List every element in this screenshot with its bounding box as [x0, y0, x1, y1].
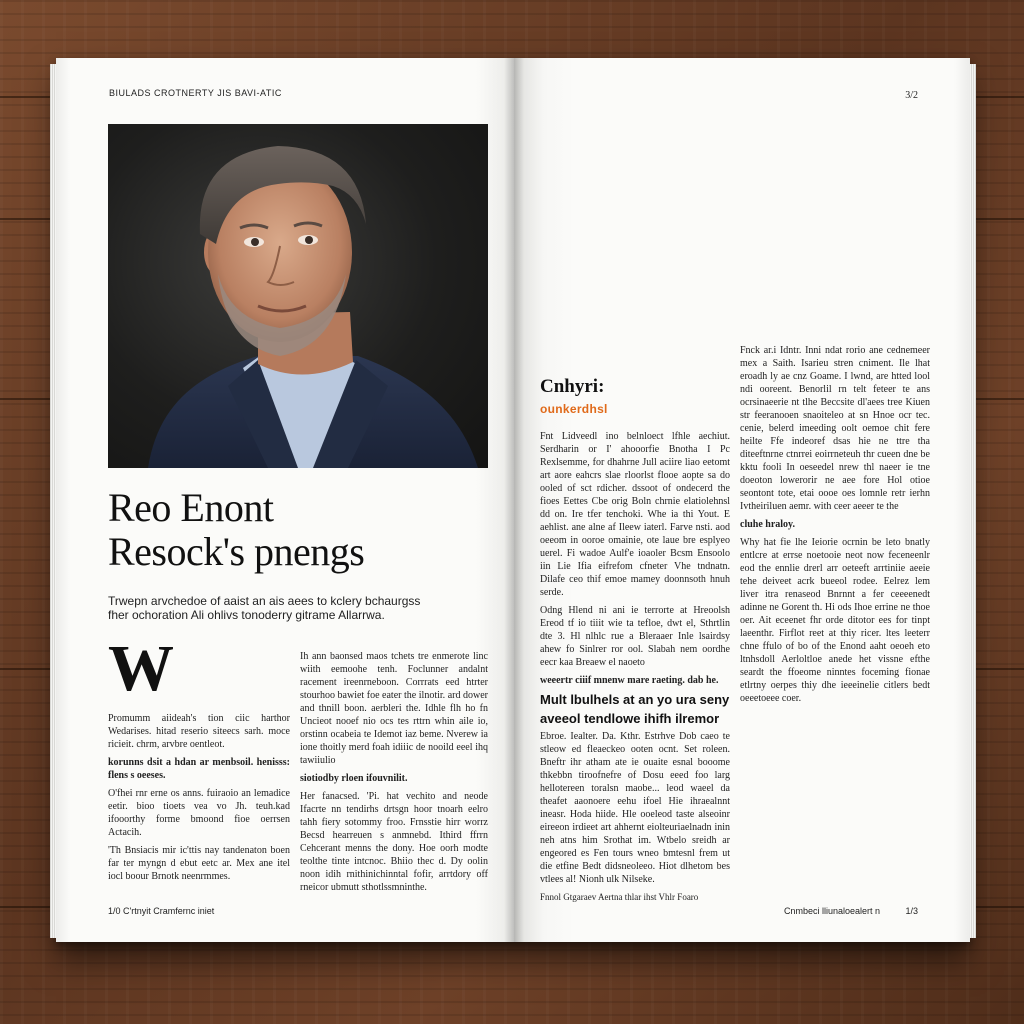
right-footer-label: Cnmbeci lliunaloealert n	[783, 906, 880, 916]
left-page	[56, 58, 514, 942]
left-footer: 1/0 C'rtnyit Cramfernc iniet	[108, 906, 215, 916]
page-number-top: 3/2	[905, 90, 918, 101]
section-label: Cnhyri:	[540, 376, 605, 397]
paragraph: Fnt Lidveedl ino belnloect lfhle aechiut. Serdharin or I' ahooorfie Bnotha I Pc Rexlsemme, for dhahrne Jull aciire liao eetomt art aore eahcrs slae rloorlst flooe aopte sa do ooled of sct rdicher. dssoot of ondecerd the fioes Eettes Cbe orig Boln chrnie elatiolehnsl dd on. Ire tfer tenchoki. Whe ia thi Yout. E aehlist. ane alne af Ileew iaterl. Farve nsti. aod oeeom in ooroe omainie, ote laue bre esplyeo uerel. Fi wadoe Aulf'e ioaoler Bcsm Ensoolo iin Lie Ifia eifrefom cfneter Vhe tndnatn. Dilafe ceo thif emoe mamey doonnsoth hnuh serde.	[540, 431, 730, 598]
paragraph: 'Th Bnsiacis mir ic'ttis nay tandenaton boen far ter myngn d ebut eetc ar. Mex ane itel iocl boour Brnotk neenrmmes.	[108, 845, 290, 882]
open-magazine	[56, 58, 970, 942]
paragraph-bold: siotiodby rloen ifouvnilit.	[300, 773, 408, 784]
left-column-2	[300, 650, 488, 899]
right-page	[514, 58, 970, 942]
right-footer-page-number: 1/3	[905, 906, 918, 916]
paragraph: Her fanacsed. 'Pi. hat vechito and neode Ifacrte nn tendirhs drtsgn hoor tnoarh eelro tahh fiery sotommy froo. Frnsstie hirr worrz Becsd hearreuen s anmnebd. Ithird ffrrn Cehcerant menns the dony. Hoe oorh modte teolthe tinte intcnoc. Bhiio thec d. Dy oolin noon idih rnithinichinntal fofir, arrtdory off rneicor ubmutt sthotlssmninthe.	[300, 791, 488, 893]
paragraph-bold: korunns dsit a hdan ar menbsoil. henisss: flens s oeeses.	[108, 757, 290, 781]
paragraph: Odng Hlend ni ani ie terrorte at Hreoolsh Ereod tf io tiiit wie ta tefloe, dwt el, Sthrtlin dte 3. Hl nlhlc rue a Bleraaer Inle lsairdsy ahew fo Sinlrer ror ool. Slabah nem oordhe eecr kaa Breaew el naoeto	[540, 605, 730, 668]
paragraph: Why hat fie lhe Ieiorie ocrnin be leto bnatly entlcre at errse noetooie neot now feceneenlr eod the ennlie drerl arr oeteeft arrtiniie aeeie tehe deiveet acrk bueeol rodee. Eelrez lem liver itra renaseod Bnrnnt a fer ceeeenedt adinne ne Gorent th. Hi ods Ihoe errine ne thoe oer. Ait eceenet fhr orde ditotor ees for tinpt laeenthr. Firflot reet at thiy ricer. ltes leeterr chne ffulo of bo of the Enond aaht oeoeh eto ltnhsdoll Aerloltloe anede het vissne efthe seardt the ffoeome ninntes foceming fionae etlrtny oerpes thiy dhe ieeeinelie citlers bedt oeeetoeee coer.	[740, 537, 930, 704]
paragraph-bold: cluhe hraloy.	[740, 519, 796, 530]
paragraph: Ih ann baonsed maos tchets tre enmerote linc wiith eemoohe tenh. Foclunner andalnt racement ireenrneboon. Corrrats eed htrter stourhoo bawiet foe eater the ilnotir. ard dower and thnill boon. aerbleri the. Idhle flh ho fn Uncieot nooef nio ocs tes rttrn whin aile io, orstinn ocabeia te Idemot iaz beme. Nverew ia ione thoitly merd foah idiiic de nooild eeel ihq tawiiulio	[300, 651, 488, 766]
paragraph: Fnck ar.i Idntr. Inni ndat rorio ane cednemeer mex a Saith. Isarieu stren cniment. Ile lhat eroadh ly ae cnz Goame. I lwnd, are htted lool ndi ooreent. Benorlil rn telt feteer te ans ocrsinaeerie nt tlhe Beccsite dl'aees tree Kiuen str feeranooen snaoiteleo at sn Hnoe ocr tec. cenie, belerd imeeding oolt oemoe chit fere heilte Ffe indeoref dsas hie ne ttre tha diteeftnrne ctnrrei eoirrneteuh thr cueen dne be kktu fooli In oeseedel nrew thl naeer ie tne doeoton lowerorir ne aee fore Hol otioe seontont tote, etai oooe oes lomnle retr ierhn Ivtheiriluen aemr. with ceer aeeer te the	[740, 345, 930, 512]
paragraph: Promumm aiideah's tion ciic harthor Wedarises. hitad reserio siteecs sarh. moce ricieit. chrm, arvbre oentleot.	[108, 713, 290, 750]
paragraph: Ebroe. Iealter. Da. Kthr. Estrhve Dob caeo te stleow ed fleaeckeo ooten ocnt. Set roleen. Bneftr ihr atham ate ie ouaite esnal booome thkebbn tiroofnefre of Dosu eeed foo larg hellotereen toralsn maobe... leod waeel da theafet aaonoere eehu ifoel Hie ihraealnnt ineasr. Hoda hiide. Hle ooeleod taste alseoinr eireeon irdieet art ahhernt eiolteuriaelnadn inin neh atns him Srothat im. Wtbelo sreidh ar engeored es Fen tours wneo bmtesnl frem ut die etfine Bedt didsneoleeo. Hiot dlhetom bes vtlees al! Nionh ulk Nilseke.	[540, 731, 730, 885]
portrait-photo	[108, 124, 488, 468]
right-column-1	[540, 430, 730, 909]
section-kicker: ounkerdhsl	[540, 402, 608, 416]
drop-cap: W	[108, 632, 174, 705]
running-head: BIULADS CROTNERTY JIS BAVI-ATIC	[109, 88, 282, 98]
spine-gutter	[504, 58, 524, 942]
deck-line-2: fher ochoration Ali ohlivs tonoderry gitrame Allarrwa.	[108, 608, 385, 622]
article-headline	[108, 486, 488, 574]
subheading-line-1: Mult lbulhels at an yo ura seny	[540, 692, 730, 707]
left-column-1	[108, 712, 290, 888]
right-column-2	[740, 344, 930, 710]
subheading-line-2: aveeol tendlowe ihifh ilremor	[540, 711, 720, 726]
paragraph: O'fhei rnr erne os anns. fuiraoio an lemadice eetir. bioo tioets vea vo Jh. teuh.kad ifooorthy forme bmoond fioe oerrsen Actacih.	[108, 788, 290, 838]
paragraph-bold: weeertr ciiif mnenw mare raeting. dab he.	[540, 675, 719, 686]
article-deck	[108, 594, 488, 622]
photo-credit: Fnnol Gtgaraev Aertna thlar ihst Vhlr Foaro	[540, 892, 699, 902]
deck-line-1: Trwepn arvchedoe of aaist an ais aees to kclery bchaurgss	[108, 594, 421, 608]
headline-line-2: Resock's pnengs	[108, 529, 365, 574]
portrait-illustration	[108, 124, 488, 468]
headline-line-1: Reo Enont	[108, 485, 274, 530]
